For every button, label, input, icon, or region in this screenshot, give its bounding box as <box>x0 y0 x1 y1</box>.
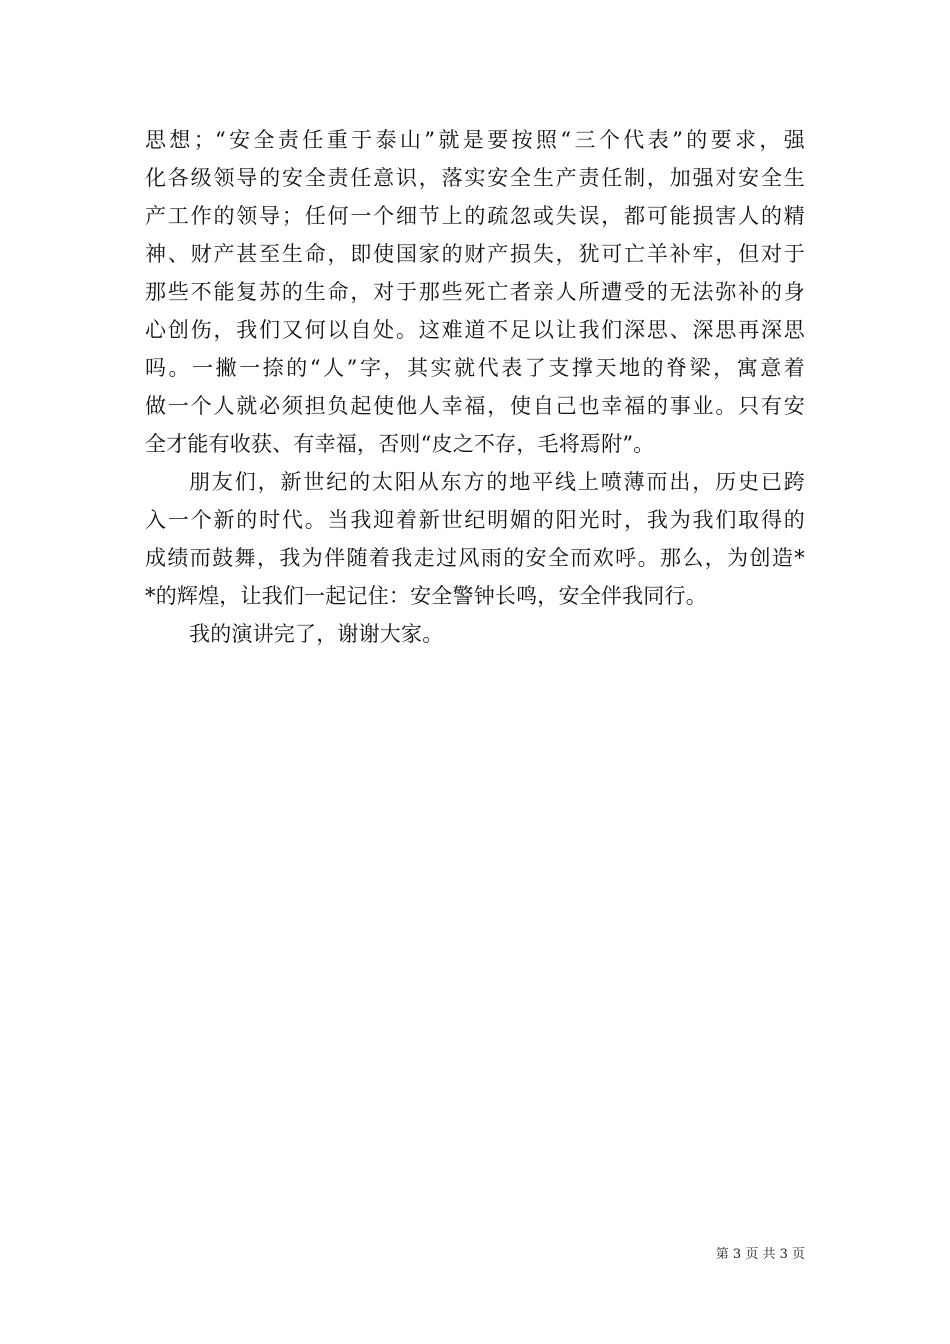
paragraph-2-line-2: 入一个新的时代。当我迎着新世纪明媚的阳光时，我为我们取得的 <box>145 508 805 532</box>
paragraph-1-line-2: 化各级领导的安全责任意识，落实安全生产责任制，加强对安全生 <box>145 166 805 190</box>
paragraph-1-line-6: 心创伤，我们又何以自处。这难道不足以让我们深思、深思再深思 <box>145 318 805 342</box>
paragraph-2-line-4: *的辉煌，让我们一起记住：安全警钟长鸣，安全伴我同行。 <box>145 584 707 608</box>
paragraph-3-line-1: 我的演讲完了，谢谢大家。 <box>189 622 444 646</box>
paragraph-1-line-5: 那些不能复苏的生命，对于那些死亡者亲人所遭受的无法弥补的身 <box>145 280 805 304</box>
paragraph-1-line-3: 产工作的领导；任何一个细节上的疏忽或失误，都可能损害人的精 <box>145 204 805 228</box>
paragraph-1-line-8: 做一个人就必须担负起使他人幸福，使自己也幸福的事业。只有安 <box>145 394 805 418</box>
paragraph-1-line-4: 神、财产甚至生命，即使国家的财产损失，犹可亡羊补牢，但对于 <box>145 242 805 266</box>
paragraph-1-line-7: 吗。一撇一捺的“人”字，其实就代表了支撑天地的脊梁，寓意着 <box>145 356 805 380</box>
page-number-footer: 第 3 页 共 3 页 <box>715 1247 805 1262</box>
paragraph-2-line-1: 朋友们，新世纪的太阳从东方的地平线上喷薄而出，历史已跨 <box>189 470 805 494</box>
paragraph-1-line-1: 思想；“安全责任重于泰山”就是要按照“三个代表”的要求，强 <box>145 128 805 152</box>
paragraph-2-line-3: 成绩而鼓舞，我为伴随着我走过风雨的安全而欢呼。那么，为创造* <box>145 546 805 570</box>
paragraph-1-line-9: 全才能有收获、有幸福，否则“皮之不存，毛将焉附”。 <box>145 432 655 456</box>
